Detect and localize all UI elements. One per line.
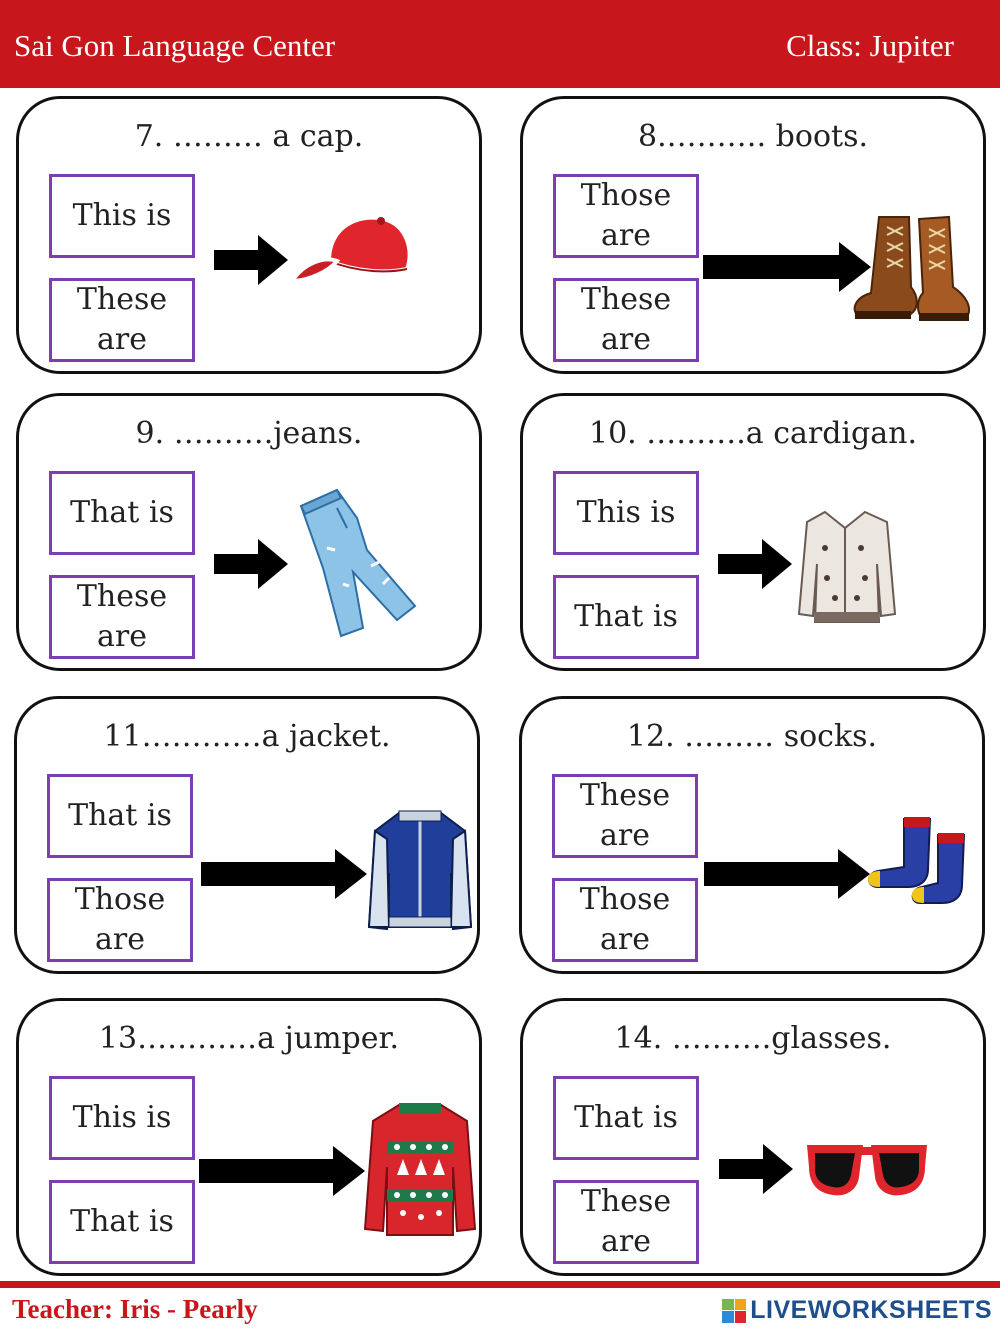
center-name: Sai Gon Language Center: [14, 28, 336, 63]
question-card-10: [520, 393, 986, 671]
class-name: Class: Jupiter: [786, 28, 954, 63]
socks-icon: [864, 815, 984, 911]
jacket-icon: [367, 809, 473, 935]
question-text: 10. ……….a cardigan.: [589, 416, 917, 451]
question-text: 9. ……….jeans.: [135, 416, 363, 451]
footer-divider: [0, 1281, 1000, 1288]
arrow-icon: [718, 539, 792, 589]
question-card-14: [520, 998, 986, 1276]
brand-text: LIVEWORKSHEETS: [750, 1296, 992, 1324]
question-text: 7. ……… a cap.: [134, 119, 364, 154]
question-card-12: [519, 696, 985, 974]
arrow-icon: [704, 849, 870, 899]
header-bar: [0, 0, 1000, 88]
option-button[interactable]: These are: [552, 774, 698, 858]
option-button[interactable]: This is: [49, 1076, 195, 1160]
liveworksheets-logo-icon: [722, 1299, 746, 1323]
jeans-icon: [297, 488, 427, 640]
teacher-name: Teacher: Iris - Pearly: [12, 1294, 258, 1324]
arrow-icon: [719, 1144, 793, 1194]
option-button[interactable]: This is: [49, 174, 195, 258]
arrow-icon: [201, 849, 367, 899]
question-card-9: [16, 393, 482, 671]
option-button[interactable]: That is: [47, 774, 193, 858]
option-button[interactable]: These are: [49, 278, 195, 362]
question-card-7: [16, 96, 482, 374]
option-button[interactable]: That is: [49, 1180, 195, 1264]
option-button[interactable]: That is: [49, 471, 195, 555]
option-button[interactable]: Those are: [552, 878, 698, 962]
question-card-11: [14, 696, 480, 974]
arrow-icon: [703, 242, 871, 292]
option-button[interactable]: Those are: [47, 878, 193, 962]
question-text: 13…………a jumper.: [98, 1021, 400, 1056]
question-text: 14. ……….glasses.: [614, 1021, 892, 1056]
option-button[interactable]: Those are: [553, 174, 699, 258]
option-button[interactable]: That is: [553, 1076, 699, 1160]
option-button[interactable]: These are: [553, 278, 699, 362]
option-button[interactable]: These are: [553, 1180, 699, 1264]
glasses-icon: [803, 1137, 931, 1201]
arrow-icon: [214, 235, 288, 285]
option-button[interactable]: That is: [553, 575, 699, 659]
cardigan-icon: [795, 508, 899, 626]
arrow-icon: [199, 1146, 365, 1196]
boots-icon: [849, 215, 977, 323]
cap-icon: [289, 211, 419, 291]
brand-logo[interactable]: [722, 1296, 992, 1325]
question-text: 8.………. boots.: [637, 119, 868, 154]
question-text: 12. ……… socks.: [626, 719, 878, 754]
jumper-icon: [363, 1101, 477, 1239]
question-text: 11…………a jacket.: [103, 719, 391, 754]
option-button[interactable]: These are: [49, 575, 195, 659]
option-button[interactable]: This is: [553, 471, 699, 555]
arrow-icon: [214, 539, 288, 589]
question-card-13: [16, 998, 482, 1276]
question-card-8: [520, 96, 986, 374]
